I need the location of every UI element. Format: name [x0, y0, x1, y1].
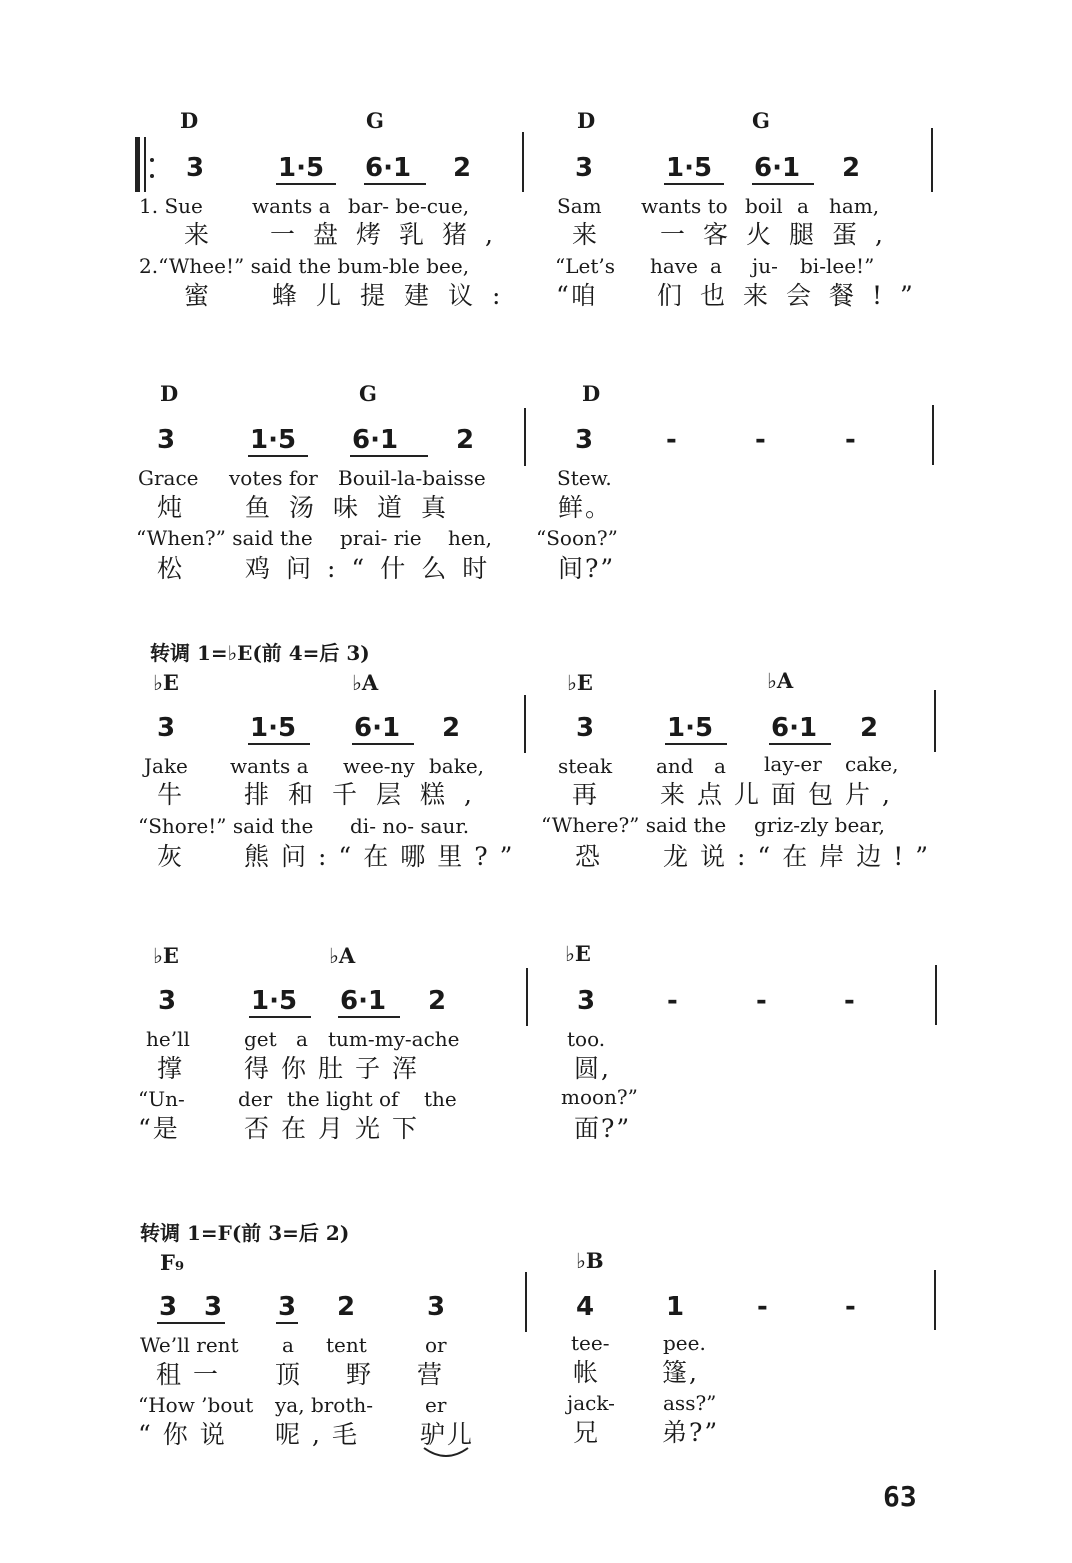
- lyric-zh: 熊问:“在哪里?”: [244, 842, 525, 871]
- beam: [769, 743, 831, 745]
- lyric: di- no- saur.: [350, 814, 470, 838]
- lyric: “Where?” said the: [541, 813, 727, 837]
- note-group: 6·1: [340, 986, 387, 1016]
- note-group: 1·5: [666, 153, 713, 183]
- dash: -: [756, 986, 767, 1016]
- lyric: or: [425, 1333, 447, 1357]
- dash: -: [755, 425, 766, 455]
- note: 3: [427, 1292, 446, 1322]
- lyric-zh: 面?”: [574, 1114, 632, 1143]
- barline: [932, 405, 934, 465]
- lyric-zh: 弟?”: [662, 1418, 720, 1447]
- lyric: tent: [326, 1333, 367, 1357]
- lyric: Stew.: [557, 466, 612, 490]
- note: 2: [442, 713, 461, 743]
- lyric: “How ’bout: [138, 1393, 254, 1417]
- lyric: a: [797, 194, 809, 218]
- note: 1: [666, 1292, 685, 1322]
- beam: [350, 455, 428, 457]
- note: 3: [159, 1292, 178, 1322]
- lyric-zh: 圆,: [574, 1054, 611, 1083]
- chord-symbol: ♭E: [153, 943, 179, 968]
- note-group: 6·1: [352, 425, 399, 455]
- beam: [664, 183, 724, 185]
- lyric: get: [244, 1027, 277, 1051]
- chord-symbol: ♭E: [153, 670, 179, 695]
- note-group: 1·5: [667, 713, 714, 743]
- page-number: 63: [883, 1480, 917, 1513]
- lyric-zh: 来: [184, 220, 212, 249]
- lyric-zh: 鸡问:“什么时: [245, 554, 504, 583]
- note: 3: [186, 153, 205, 183]
- lyric-zh: 蜜: [184, 281, 212, 310]
- beam: [276, 183, 336, 185]
- lyric-zh: 一客火腿蛋,: [660, 220, 901, 249]
- lyric-zh: 撑: [157, 1054, 185, 1083]
- lyric-zh: “咱: [556, 281, 598, 310]
- repeat-barline: [135, 137, 140, 192]
- note-group: 1·5: [251, 986, 298, 1016]
- note: 2: [842, 153, 861, 183]
- lyric: Sam: [557, 194, 602, 218]
- beam: [338, 1016, 400, 1018]
- repeat-dot: [150, 174, 154, 178]
- lyric-zh: 松: [157, 554, 185, 583]
- note: 2: [860, 713, 879, 743]
- barline: [934, 1270, 936, 1330]
- lyric-zh: 呢,毛: [275, 1420, 369, 1449]
- barline: [524, 695, 526, 753]
- chord-symbol: D: [180, 108, 199, 133]
- note: 3: [575, 425, 594, 455]
- note-group: 6·1: [365, 153, 412, 183]
- lyric: votes for: [229, 466, 318, 490]
- note: 3: [158, 986, 177, 1016]
- slur-mark: [422, 1446, 470, 1462]
- lyric: “When?” said the: [136, 526, 313, 550]
- chord-symbol: D: [577, 108, 596, 133]
- dash: -: [666, 425, 677, 455]
- lyric: steak: [558, 754, 613, 778]
- lyric: wants a: [230, 754, 309, 778]
- barline: [526, 968, 528, 1026]
- lyric: Jake: [144, 754, 188, 778]
- modulation-marking: 转调 1=♭E(前 4=后 3): [150, 641, 370, 665]
- lyric-zh: 鱼汤味道真: [245, 493, 466, 522]
- lyric: We’ll rent: [140, 1333, 239, 1357]
- lyric: griz-zly bear,: [754, 813, 885, 837]
- lyric: ass?”: [663, 1391, 717, 1415]
- lyric: bi-lee!”: [800, 254, 875, 278]
- lyric: “Soon?”: [536, 526, 618, 550]
- lyric: a: [282, 1333, 294, 1357]
- lyric: Grace: [138, 466, 199, 490]
- lyric: lay-er: [764, 752, 822, 776]
- lyric-zh: 兄: [573, 1418, 601, 1447]
- note: 4: [576, 1292, 595, 1322]
- lyric: boil: [745, 194, 783, 218]
- lyric: a: [714, 754, 726, 778]
- dash: -: [667, 986, 678, 1016]
- lyric: “Shore!” said the: [138, 814, 314, 838]
- beam: [752, 183, 814, 185]
- chord-symbol: G: [366, 108, 384, 133]
- lyric: der: [238, 1087, 273, 1111]
- lyric: prai- rie: [340, 526, 422, 550]
- beam: [364, 183, 426, 185]
- lyric: he’ll: [146, 1027, 190, 1051]
- barline: [522, 132, 524, 192]
- note-group: 6·1: [354, 713, 401, 743]
- lyric: ju-: [752, 254, 778, 278]
- lyric-zh: 篷,: [662, 1358, 699, 1387]
- beam: [249, 1016, 311, 1018]
- lyric: have: [650, 254, 698, 278]
- chord-symbol: F₉: [160, 1250, 185, 1275]
- lyric: “Un-: [138, 1087, 185, 1111]
- chord-symbol: ♭A: [329, 943, 356, 968]
- lyric: a: [296, 1027, 308, 1051]
- lyric-zh: 鲜。: [558, 493, 613, 522]
- lyric: wants a: [252, 194, 331, 218]
- note: 3: [204, 1292, 223, 1322]
- lyric: a: [710, 254, 722, 278]
- lyric: jack-: [567, 1391, 615, 1415]
- chord-symbol: ♭B: [576, 1248, 604, 1273]
- lyric-zh: 顶野营: [275, 1360, 489, 1389]
- lyric: hen,: [448, 526, 492, 550]
- note-group: 1·5: [278, 153, 325, 183]
- lyric: the: [424, 1087, 457, 1111]
- note: 3: [278, 1292, 297, 1322]
- lyric: 2.“Whee!” said the bum-ble bee,: [139, 254, 470, 278]
- beam: [352, 743, 414, 745]
- lyric: moon?”: [561, 1085, 638, 1109]
- note-group: 1·5: [250, 713, 297, 743]
- note: 3: [157, 713, 176, 743]
- beam: [248, 455, 308, 457]
- lyric-zh: 排和千层糕,: [244, 780, 491, 809]
- note: 2: [428, 986, 447, 1016]
- lyric-zh: “你说: [138, 1420, 237, 1449]
- dash: -: [845, 1292, 856, 1322]
- lyric-zh: 牛: [157, 780, 185, 809]
- note: 2: [337, 1292, 356, 1322]
- repeat-dot: [150, 158, 154, 162]
- lyric: er: [425, 1393, 447, 1417]
- lyric: ham,: [829, 194, 880, 218]
- lyric: tee-: [571, 1331, 610, 1355]
- note: 2: [456, 425, 475, 455]
- lyric: too.: [567, 1027, 606, 1051]
- lyric-zh: 再: [572, 780, 600, 809]
- lyric: the light of: [287, 1087, 399, 1111]
- lyric-zh: 得你肚子浑: [244, 1054, 430, 1083]
- lyric: bake,: [429, 754, 485, 778]
- barline: [524, 408, 526, 466]
- note-group: 6·1: [771, 713, 818, 743]
- lyric: 1. Sue: [139, 194, 203, 218]
- chord-symbol: ♭A: [767, 668, 794, 693]
- lyric-zh: 间?”: [558, 554, 616, 583]
- lyric-zh: 来: [572, 220, 600, 249]
- chord-symbol: ♭E: [567, 670, 593, 695]
- beam: [665, 743, 727, 745]
- lyric: wee-ny: [343, 754, 415, 778]
- chord-symbol: D: [160, 381, 179, 406]
- lyric-zh: 蜂儿提建议:: [272, 281, 520, 310]
- lyric: ya, broth-: [275, 1393, 374, 1417]
- beam: [276, 1322, 298, 1324]
- note: 3: [157, 425, 176, 455]
- lyric: Bouil-la-baisse: [338, 466, 486, 490]
- lyric-zh: 炖: [157, 493, 185, 522]
- chord-symbol: ♭E: [565, 941, 591, 966]
- lyric-zh: 龙说:“在岸边!”: [663, 842, 941, 871]
- lyric-zh: 们也来会餐!”: [657, 281, 931, 310]
- lyric: bar- be-cue,: [348, 194, 470, 218]
- lyric: wants to: [641, 194, 728, 218]
- barline: [525, 1272, 527, 1332]
- dash: -: [844, 986, 855, 1016]
- lyric-zh: 否在月光下: [244, 1114, 430, 1143]
- lyric-zh: “是: [138, 1114, 180, 1143]
- note: 3: [577, 986, 596, 1016]
- dash: -: [757, 1292, 768, 1322]
- lyric: “Let’s: [555, 254, 615, 278]
- note: 3: [576, 713, 595, 743]
- lyric: pee.: [663, 1331, 706, 1355]
- note: 3: [575, 153, 594, 183]
- beam: [157, 1322, 225, 1324]
- barline: [935, 965, 937, 1025]
- lyric-zh: 一盘烤乳猪,: [270, 220, 511, 249]
- lyric-zh: 帐: [573, 1358, 601, 1387]
- lyric: cake,: [845, 752, 899, 776]
- chord-symbol: G: [752, 108, 770, 133]
- beam: [248, 743, 310, 745]
- chord-symbol: G: [359, 381, 377, 406]
- chord-symbol: D: [582, 381, 601, 406]
- dash: -: [845, 425, 856, 455]
- modulation-marking: 转调 1=F(前 3=后 2): [140, 1221, 350, 1245]
- lyric-zh: 恐: [575, 842, 603, 871]
- lyric: and: [656, 754, 694, 778]
- lyric-zh: 驴儿: [420, 1420, 475, 1449]
- note: 2: [453, 153, 472, 183]
- lyric-zh: 租一: [156, 1360, 231, 1389]
- lyric: tum-my-ache: [328, 1027, 460, 1051]
- note-group: 1·5: [250, 425, 297, 455]
- repeat-barline: [144, 137, 146, 192]
- lyric-zh: 来点儿面包片,: [660, 780, 902, 809]
- chord-symbol: ♭A: [352, 670, 379, 695]
- lyric-zh: 灰: [157, 842, 185, 871]
- barline: [931, 128, 933, 192]
- barline: [934, 690, 936, 752]
- note-group: 6·1: [754, 153, 801, 183]
